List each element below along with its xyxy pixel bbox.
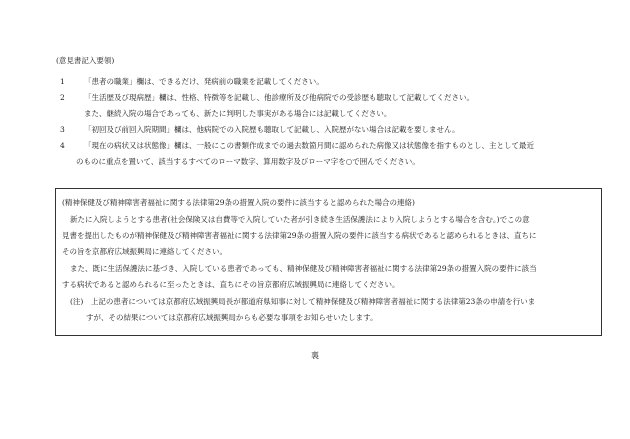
- instruction-number: 3: [60, 125, 65, 134]
- instruction-text: 「現在の病状又は状態像」欄は、一般にこの書類作成までの過去数箇月間に認められた病像又は状態像を指すものとし、主として最近: [84, 141, 534, 150]
- box-note-line: すが、その結果については京都府広域振興局からも必要な事項をお知らせいたします。: [86, 313, 378, 322]
- instruction-item-4-continued: [56, 154, 596, 170]
- instruction-text: のものに重点を置いて、該当するすべてのローマ数字、算用数字及びローマ字を○で囲んでください。: [76, 157, 420, 166]
- box-paragraph-line: する病状であると認められるに至ったときは、直ちにその旨京都府広域振興局に連絡してください。: [62, 280, 400, 289]
- instruction-text: 「初回及び前回入院期間」欄は、他病院での入院歴も聴取して記載し、入院歴がない場合は記載を要しません。: [84, 125, 460, 134]
- instruction-text: 「生活歴及び現病歴」欄は、性格、特徴等を記載し、他診療所及び他病院での受診歴も聴取して記載してください。: [84, 93, 474, 102]
- instruction-item-4: [56, 138, 596, 154]
- instruction-number: 4: [60, 141, 65, 150]
- box-paragraph-line: 新たに入院しようとする患者(社会保険又は自費等で入院していた者が引き続き生活保護法により入院しようとする場合を含む。)でこの意: [70, 215, 530, 224]
- box-paragraph-line: また、既に生活保護法に基づき、入院している患者であっても、精神保健及び精神障害者福祉に関する法律第29条の措置入院の要件に該当: [70, 264, 537, 273]
- instruction-item-2-continued: [56, 106, 596, 122]
- section-title: (意見書記入要領): [56, 56, 115, 65]
- box-paragraph-line: 見書を提出したものが精神保健及び精神障害者福祉に関する法律第29条の措置入院の要件に該当する病状であると認められるときは、直ちに: [62, 231, 537, 240]
- instruction-text: 「患者の職業」欄は、できるだけ、発病前の職業を記載してください。: [84, 77, 324, 86]
- instruction-item-2: [56, 90, 596, 106]
- box-heading: (精神保健及び精神障害者福祉に関する法律第29条の措置入院の要件に該当すると認められた場合の連絡): [62, 198, 415, 207]
- instruction-number: 2: [60, 93, 65, 102]
- instruction-number: 1: [60, 77, 65, 86]
- page-side-mark: 裏: [311, 351, 319, 360]
- box-note-line: (注) 上記の患者については京都府広域振興局長が都道府県知事に対して精神保健及び精神障害者福祉に関する法律第23条の申請を行いま: [70, 297, 536, 306]
- notification-box: [55, 188, 602, 336]
- instruction-list: [56, 74, 596, 170]
- box-paragraph-line: その旨を京都府広域振興局に連絡してください。: [62, 247, 227, 256]
- instruction-item-3: [56, 122, 596, 138]
- instruction-text: また、継続入院の場合であっても、新たに判明した事実がある場合には記載してください。: [84, 109, 392, 118]
- instruction-item-1: [56, 74, 596, 90]
